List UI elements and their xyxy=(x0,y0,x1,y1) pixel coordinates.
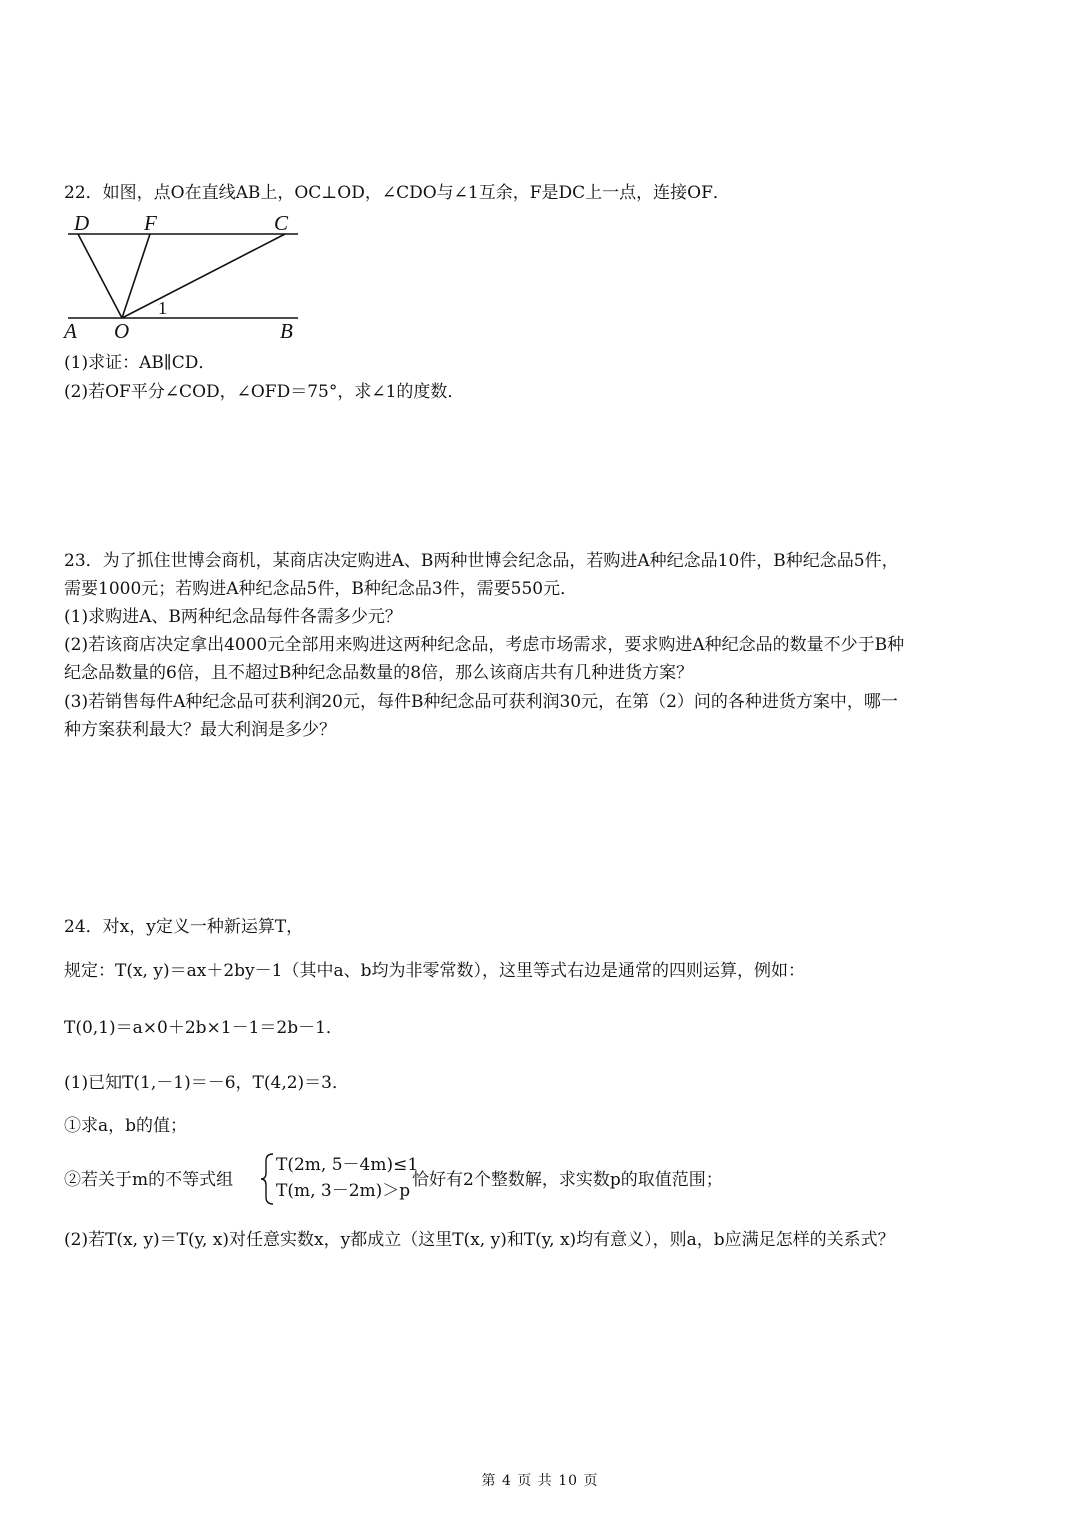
q23-part1: (1)求购进A、B两种纪念品每件各需多少元？ xyxy=(64,607,402,627)
q24-stem: 24．对x，y定义一种新运算T， xyxy=(64,917,304,937)
q24-part1: (1)已知T(1,－1)＝－6，T(4,2)＝3． xyxy=(64,1073,349,1093)
inequality-1: T(2m, 5－4m)≤1 xyxy=(276,1155,419,1175)
segment-od xyxy=(78,234,122,318)
left-brace-icon xyxy=(259,1152,275,1206)
q24-sub2-pre: ②若关于m的不等式组 xyxy=(64,1170,234,1190)
label-f: F xyxy=(144,211,157,235)
geometry-figure xyxy=(60,208,310,340)
q24-sub2-post: 恰好有2个整数解，求实数p的取值范围； xyxy=(412,1170,723,1190)
q24-sub1: ①求a，b的值； xyxy=(64,1116,188,1136)
q24-part2: (2)若T(x, y)＝T(y, x)对任意实数x，y都成立（这里T(x, y)和T(y, x)均有意义），则a，b应满足怎样的关系式？ xyxy=(64,1230,895,1250)
q23-stem-line1: 23．为了抓住世博会商机，某商店决定购进A、B两种世博会纪念品，若购进A种纪念品10件，B种纪念品5件， xyxy=(64,551,899,571)
label-b: B xyxy=(280,319,293,340)
q24-example: T(0,1)＝a×0＋2b×1－1＝2b－1． xyxy=(64,1018,343,1038)
q22-part1: (1)求证：AB∥CD． xyxy=(64,353,216,373)
label-angle-1: 1 xyxy=(158,298,167,318)
q23-part2-line2: 纪念品数量的6倍，且不超过B种纪念品数量的8倍，那么该商店共有几种进货方案？ xyxy=(64,663,694,683)
label-d: D xyxy=(74,211,90,235)
q24-rule: 规定：T(x, y)＝ax＋2by－1（其中a、b均为非零常数），这里等式右边是通常的四则运算，例如： xyxy=(64,961,805,981)
q23-part2-line1: (2)若该商店决定拿出4000元全部用来购进这两种纪念品，考虑市场需求，要求购进A种纪念品的数量不少于B种 xyxy=(64,635,905,655)
label-a: A xyxy=(64,319,77,340)
q22-part2: (2)若OF平分∠COD，∠OFD＝75°，求∠1的度数． xyxy=(64,382,465,402)
q23-stem-line2: 需要1000元；若购进A种纪念品5件，B种纪念品3件，需要550元． xyxy=(64,579,578,599)
inequality-system xyxy=(276,1152,418,1204)
q23-part3-line1: (3)若销售每件A种纪念品可获利润20元，每件B种纪念品可获利润30元，在第（2）问的各种进货方案中，哪一 xyxy=(64,692,898,712)
inequality-2: T(m, 3－2m)＞p xyxy=(276,1181,411,1201)
q23-part3-line2: 种方案获利最大？最大利润是多少？ xyxy=(64,720,336,740)
label-c: C xyxy=(274,211,289,235)
page-footer: 第 4 页 共 10 页 xyxy=(481,1473,599,1489)
label-o: O xyxy=(114,319,130,340)
q22-stem: 22．如图，点O在直线AB上，OC⊥OD，∠CDO与∠1互余，F是DC上一点，连接OF． xyxy=(64,183,730,203)
